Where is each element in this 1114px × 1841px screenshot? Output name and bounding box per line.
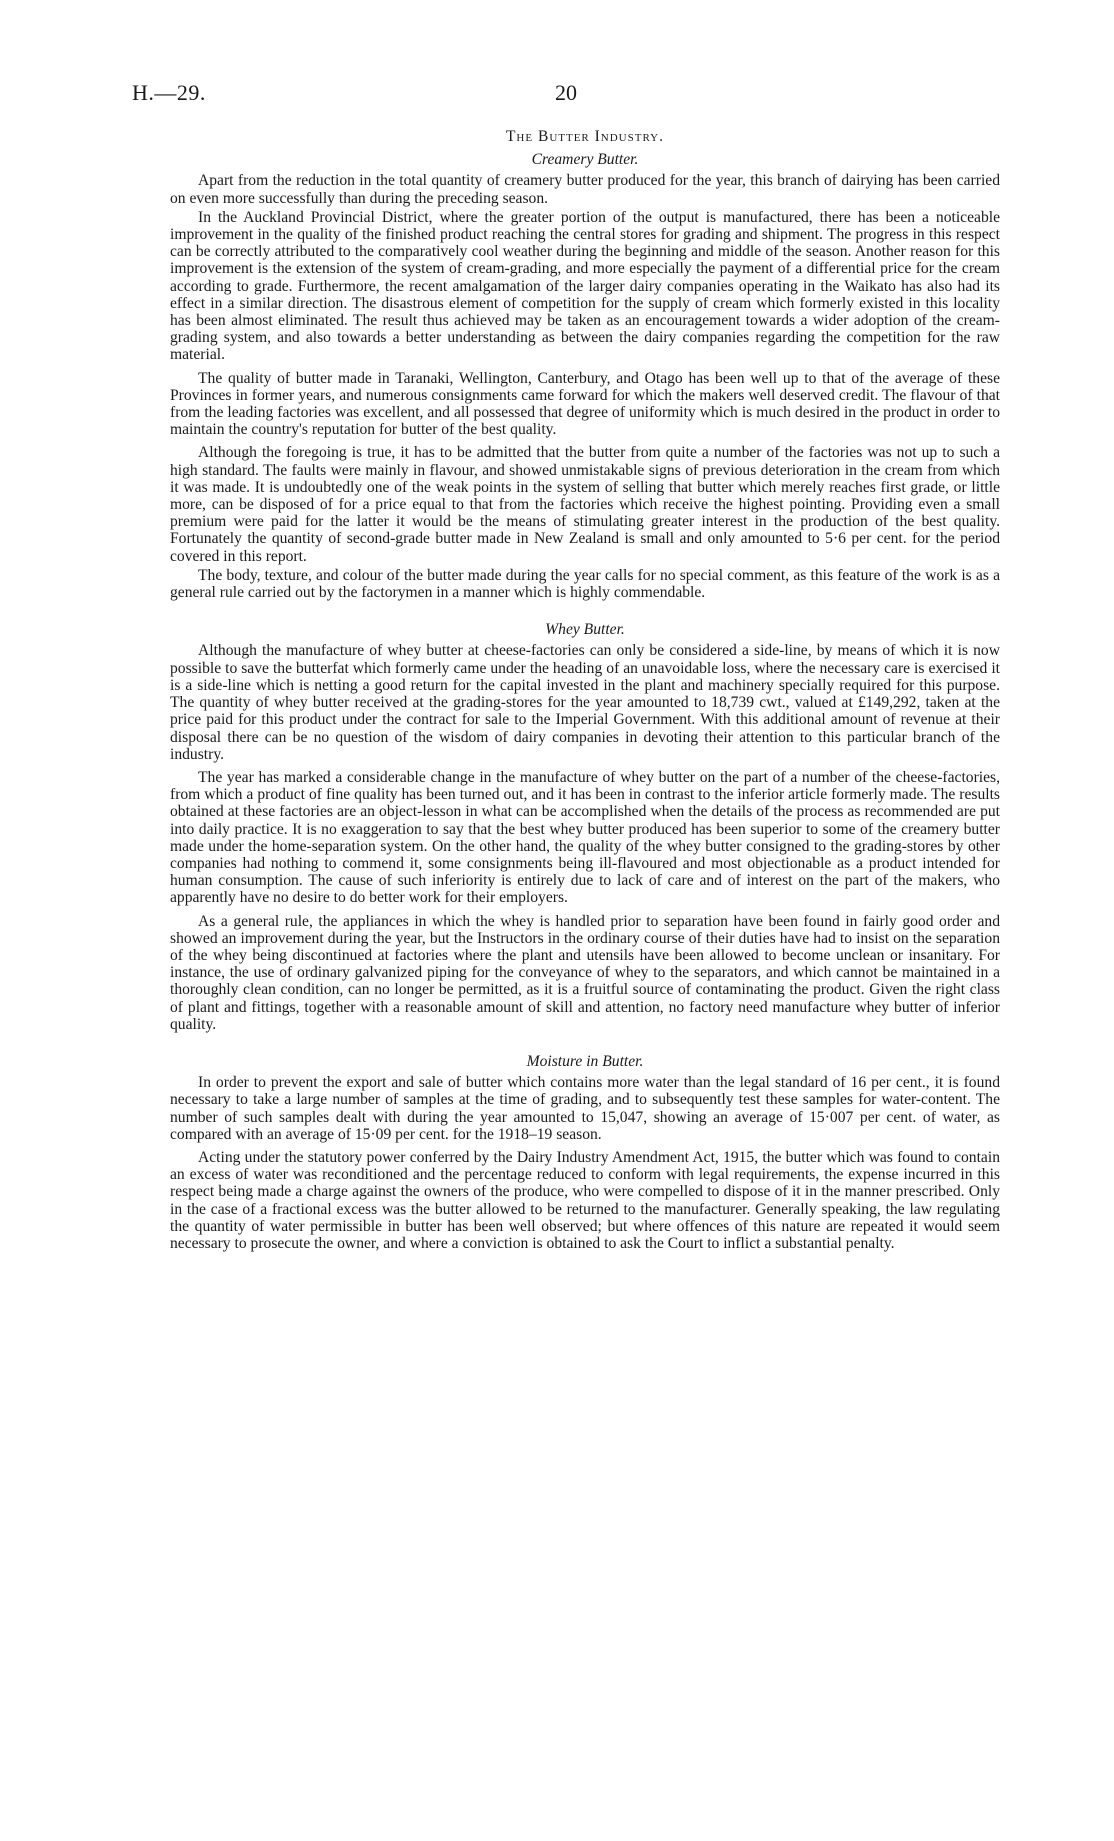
paragraph: In the Auckland Provincial District, where the greater portion of the output is manufactured, there has been a noticeable improvement in the quality of the finished product reaching the central stores for grading and shipment. The progress in this respect can be correctly attributed to the comparatively cool weather during the beginning and middle of the season. Another reason for this improvement is the extension of the system of cream-grading, and more especially the payment of a differential price for the cream according to grade. Furthermore, the recent amalgamation of the larger dairy companies operating in the Waikato has also had its effect in a similar direction. The disastrous element of competition for the supply of cream which formerly existed in this locality has been almost eliminated. The result thus achieved may be taken as an encouragement towards a wider adoption of the cream-grading system, and also towards a better understanding as between the dairy companies regarding the competition for the raw material. [170, 208, 1000, 364]
subheading-moisture-in-butter: Moisture in Butter. [526, 1052, 644, 1070]
spacer [170, 607, 1000, 621]
paragraph: The year has marked a considerable change in the manufacture of whey butter on the part of a number of the cheese-factories, from which a product of fine quality has been turned out, and it has been in contrast to the inferior article formerly made. The results obtained at these factories are an object-lesson in what can be accomplished when the details of the process as recommended are put into daily practice. It is no exaggeration to say that the best whey butter produced has been superior to some of the creamery butter made under the home-separation system. On the other hand, the quality of the whey butter consigned to the grading-stores by other companies had nothing to commend it, some consignments being ill-flavoured and most objectionable as a product intended for human consumption. The cause of such inferiority is entirely due to lack of care and of interest on the part of the makers, who apparently have no desire to do better work for their employers. [170, 768, 1000, 907]
paragraph: As a general rule, the appliances in which the whey is handled prior to separation have been found in fairly good order and showed an improvement during the year, but the Instructors in the ordinary course of their duties have had to insist on the separation of the whey being discontinued at factories where the plant and utensils have been allowed to become unclean or insanitary. For instance, the use of ordinary galvanized piping for the conveyance of whey to the separators, and which cannot be maintained in a thoroughly clean condition, can no longer be permitted, as it is a fruitful source of contaminating the product. Given the right class of plant and fittings, together with a reasonable amount of skill and attention, no factory need manufacture whey butter of inferior quality. [170, 912, 1000, 1033]
page-number: 20 [555, 80, 577, 105]
paragraph: Acting under the statutory power conferred by the Dairy Industry Amendment Act, 1915, the butter which was found to contain an excess of water was reconditioned and the percentage reduced to conform with legal requirements, the expense incurred in this respect being made a charge against the owners of the produce, who were compelled to dispose of it in the manner prescribed. Only in the case of a fractional excess was the butter allowed to be returned to the manufacturer. Generally speaking, the law regulating the quantity of water permissible in butter has been well observed; but where offences of this nature are repeated it would seem necessary to prosecute the owner, and where a conviction is obtained to ask the Court to inflict a substantial penalty. [170, 1148, 1000, 1252]
paragraph: The body, texture, and colour of the butter made during the year calls for no special comment, as this feature of the work is as a general rule carried out by the factorymen in a manner which is highly commendable. [170, 566, 1000, 602]
subheading-creamery-butter: Creamery Butter. [531, 151, 639, 169]
paragraph: Although the foregoing is true, it has to be admitted that the butter from quite a number of the factories was not up to such a high standard. The faults were mainly in flavour, and showed unmistakable signs of previous deterioration in the cream from which it was made. It is undoubtedly one of the weak points in the system of selling that butter which merely reaches first grade, or little more, can be disposed of for a price equal to that from the factories which receive the highest pointing. Providing even a small premium were paid for the latter it would be the means of stimulating greater interest in the production of the best quality. Fortunately the quantity of second-grade butter made in New Zealand is small and only amounted to 5·6 per cent. for the period covered in this report. [170, 444, 1000, 565]
paragraph: Apart from the reduction in the total quantity of creamery butter produced for the year, this branch of dairying has been carried on even more successfully than during the preceding season. [170, 172, 1000, 207]
document-reference: H.—29. [132, 80, 206, 105]
spacer [170, 1039, 1000, 1053]
document-body [170, 128, 1000, 1258]
paragraph: Although the manufacture of whey butter at cheese-factories can only be considered a side-line, by means of which it is now possible to save the butterfat which formerly came under the heading of an unavoidable loss, where the necessary care is exercised it is a side-line which is netting a good return for the capital invested in the plant and machinery specially required for this purpose. The quantity of whey butter received at the grading-stores for the year amounted to 18,739 cwt., valued at £149,292, taken at the price paid for this product under the contract for sale to the Imperial Government. With this additional amount of revenue at their disposal there can be no question of the wisdom of dairy companies in devoting their attention to this particular branch of the industry. [170, 642, 1000, 763]
subheading-whey-butter: Whey Butter. [545, 621, 625, 639]
paragraph: The quality of butter made in Taranaki, Wellington, Canterbury, and Otago has been well up to that of the average of these Provinces in former years, and numerous consignments came forward for which the makers well deserved credit. The flavour of that from the leading factories was excellent, and all possessed that degree of uniformity which is much desired in the product in order to maintain the country's reputation for butter of the best quality. [170, 369, 1000, 439]
section-title: The Butter Industry. [505, 128, 665, 145]
page-header [132, 80, 1000, 110]
paragraph: In order to prevent the export and sale of butter which contains more water than the legal standard of 16 per cent., it is found necessary to take a large number of samples at the time of grading, and to subsequently test these samples for water-content. The number of such samples dealt with during the year amounted to 15,047, showing an average of 15·007 per cent. of water, as compared with an average of 15·09 per cent. for the 1918–19 season. [170, 1074, 1000, 1143]
